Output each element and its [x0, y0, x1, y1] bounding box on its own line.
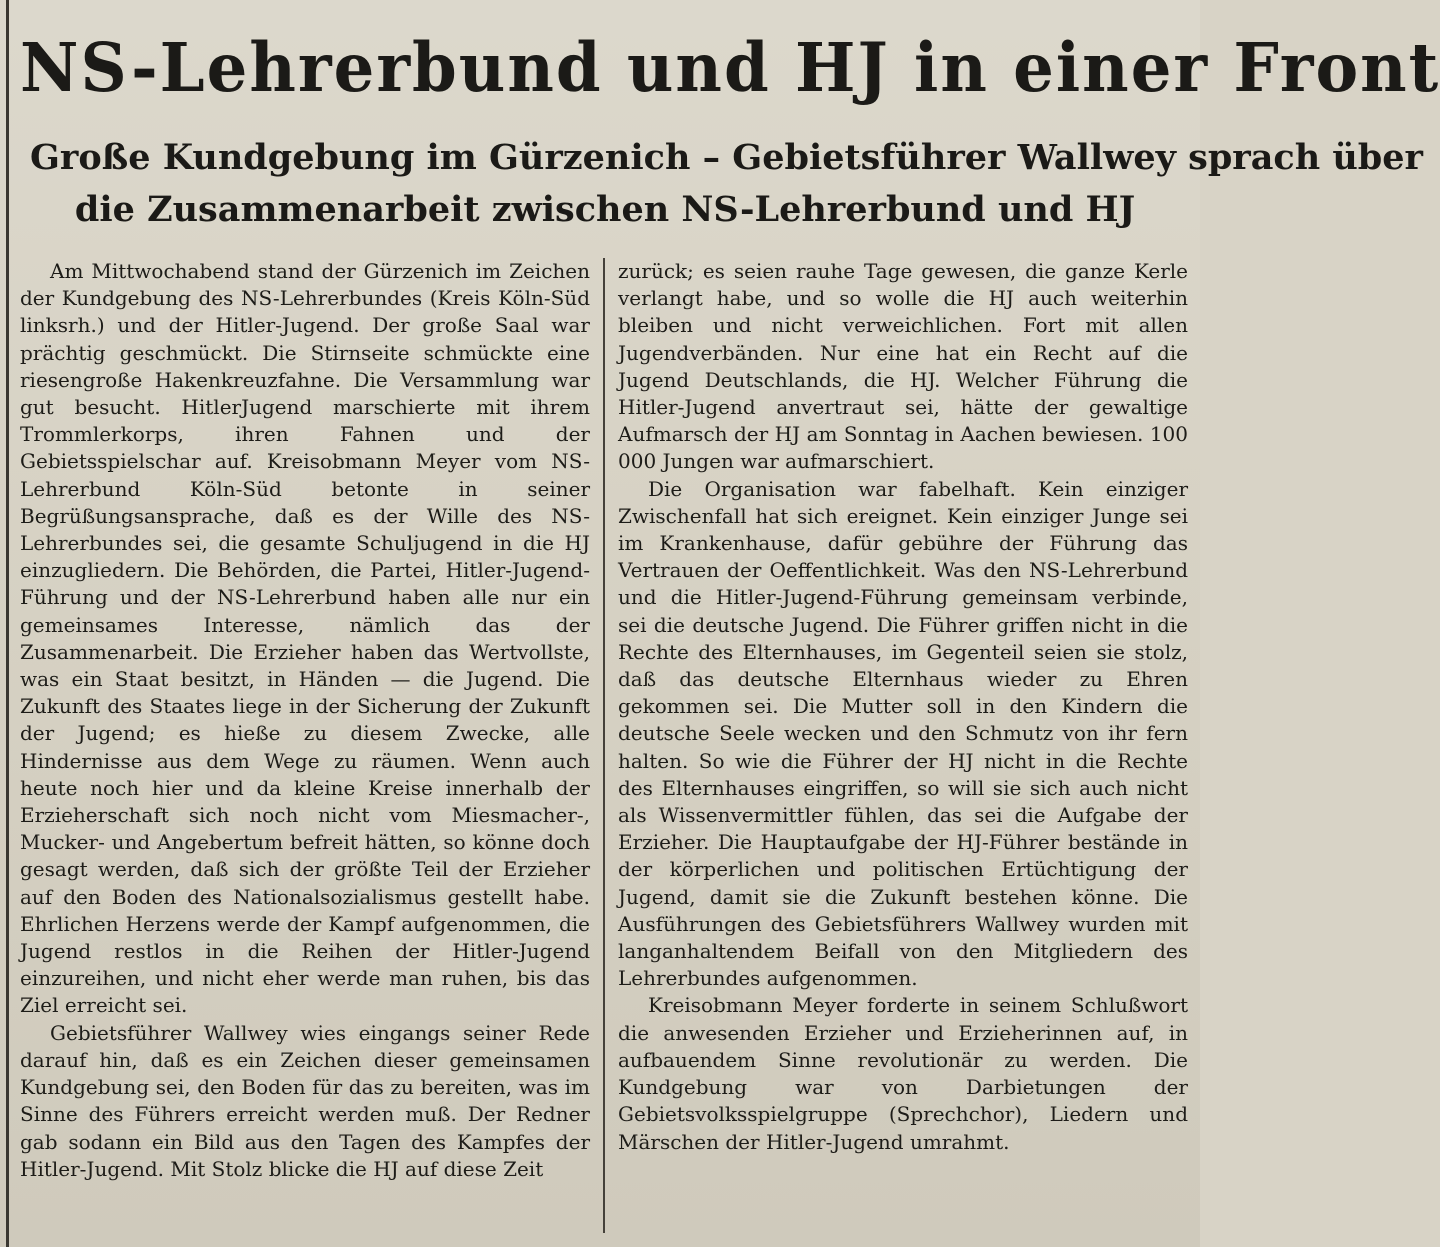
article-column-left [20, 258, 590, 1183]
subheadline-line-2: die Zusammenarbeit zwischen NS-Lehrerbund und HJ [74, 189, 1136, 230]
article-paragraph: zurück; es seien rauhe Tage gewesen, die ganze Kerle verlangt habe, und so wolle die HJ auch weiterhin bleiben und nicht verweichlichen. Fort mit allen Jugendverbänden. Nur eine hat ein Recht auf die Jugend Deutschlands, die HJ. Welcher Führung die Hitler-Jugend anvertraut sei, hätte der gewaltige Aufmarsch der HJ am Sonntag in Aachen bewiesen. 100 000 Jungen war aufmarschiert. [618, 259, 1188, 474]
subheadline [30, 132, 1423, 236]
column-divider [603, 258, 605, 1233]
headline: NS-Lehrerbund und HJ in einer Front [20, 29, 1440, 108]
article-column-right [618, 258, 1188, 1156]
left-border-rule [6, 0, 9, 1247]
article-paragraph: Kreisobmann Meyer forderte in seinem Schlußwort die anwesenden Erzieher und Erzieherinnen auf, in aufbauendem Sinne revolutionär zu werden. Die Kundgebung war von Darbietungen der Gebietsvolksspielgruppe (Sprechchor), Liedern und Märschen der Hitler-Jugend umrahmt. [618, 993, 1188, 1154]
subheadline-line-1: Große Kundgebung im Gürzenich – Gebietsführer Wallwey sprach über [30, 137, 1423, 178]
article-paragraph: Am Mittwochabend stand der Gürzenich im Zeichen der Kundgebung des NS-Lehrerbundes (Kreis Köln-Süd linksrh.) und der Hitler-Jugend. Der große Saal war prächtig geschmückt. Die Stirnseite schmückte eine riesengroße Hakenkreuzfahne. Die Versammlung war gut besucht. HitlerJugend marschierte mit ihrem Trommlerkorps, ihren Fahnen und der Gebietsspielschar auf. Kreisobmann Meyer vom NS-Lehrerbund Köln-Süd betonte in seiner Begrüßungsansprache, daß es der Wille des NS-Lehrerbundes sei, die gesamte Schuljugend in die HJ einzugliedern. Die Behörden, die Partei, Hitler-Jugend-Führung und der NS-Lehrerbund haben alle nur ein gemeinsames Interesse, nämlich das der Zusammenarbeit. Die Erzieher haben das Wertvollste, was ein Staat besitzt, in Händen — die Jugend. Die Zukunft des Staates liege in der Sicherung der Zukunft der Jugend; es hieße zu diesem Zwecke, alle Hindernisse aus dem Wege zu räumen. Wenn auch heute noch hier und da kleine Kreise innerhalb der Erzieherschaft sich noch nicht vom Miesmacher-, Mucker- und Angebertum befreit hätten, so könne doch gesagt werden, daß sich der größte Teil der Erzieher auf den Boden des Nationalsozialismus gestellt habe. Ehrlichen Herzens werde der Kampf aufgenommen, die Jugend restlos in die Reihen der Hitler-Jugend einzureihen, und nicht eher werde man ruhen, bis das Ziel erreicht sei. [20, 259, 590, 1018]
article-paragraph: Gebietsführer Wallwey wies eingangs seiner Rede darauf hin, daß es ein Zeichen dieser gemeinsamen Kundgebung sei, den Boden für das zu bereiten, was im Sinne des Führers erreicht werden muß. Der Redner gab sodann ein Bild aus den Tagen des Kampfes der Hitler-Jugend. Mit Stolz blicke die HJ auf diese Zeit [20, 1020, 590, 1181]
article-paragraph: Die Organisation war fabelhaft. Kein einziger Zwischenfall hat sich ereignet. Kein einziger Junge sei im Krankenhause, dafür gebühre der Führung das Vertrauen der Oeffentlichkeit. Was den NS-Lehrerbund und die Hitler-Jugend-Führung gemeinsam verbinde, sei die deutsche Jugend. Die Führer griffen nicht in die Rechte des Elternhauses, im Gegenteil seien sie stolz, daß das deutsche Elternhaus wieder zu Ehren gekommen sei. Die Mutter soll in den Kindern die deutsche Seele wecken und den Schmutz von ihr fern halten. So wie die Führer der HJ nicht in die Rechte des Elternhauses eingriffen, so will sie sich auch nicht als Wissenvermittler fühlen, das sei die Aufgabe der Erzieher. Die Hauptaufgabe der HJ-Führer bestände in der körperlichen und politischen Ertüchtigung der Jugend, damit sie die Zukunft bestehen könne. Die Ausführungen des Gebietsführers Wallwey wurden mit langanhaltendem Beifall von den Mitgliedern des Lehrerbundes aufgenommen. [618, 476, 1188, 991]
